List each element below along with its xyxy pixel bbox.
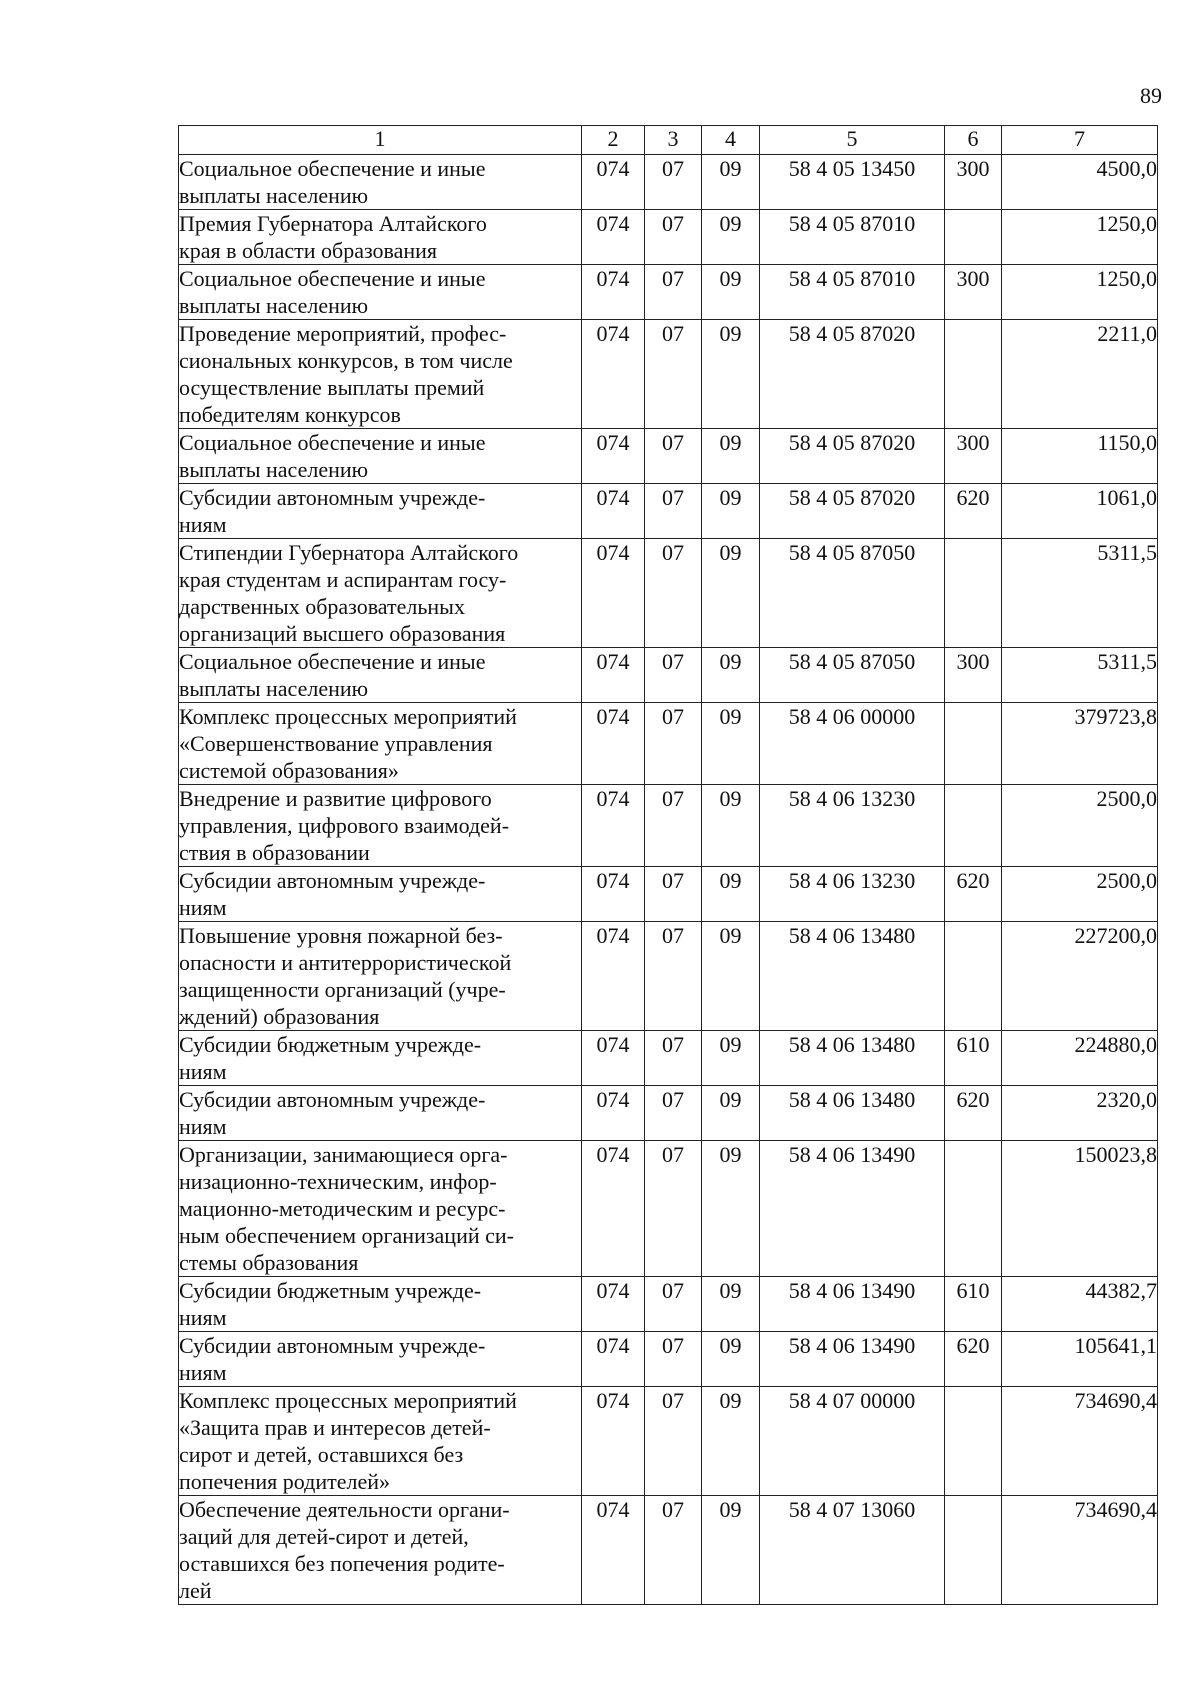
row-amount-cell: 379723,8: [1002, 703, 1158, 785]
row-expense-type-cell: [945, 703, 1002, 785]
row-target-article-cell: 58 4 06 13480: [760, 1031, 945, 1086]
table-row: [179, 1277, 1158, 1332]
row-target-article-cell: 58 4 05 87050: [760, 539, 945, 648]
row-ministry-code-cell: 074: [582, 484, 645, 539]
row-expense-type-cell: 610: [945, 1277, 1002, 1332]
row-ministry-code-cell: 074: [582, 210, 645, 265]
row-section-code-cell: 07: [645, 785, 702, 867]
column-header-3: 3: [645, 126, 702, 155]
row-name-cell: Субсидии бюджетным учрежде- ниям: [179, 1277, 582, 1332]
row-expense-type-cell: [945, 922, 1002, 1031]
column-header-7: 7: [1002, 126, 1158, 155]
row-name-cell: Внедрение и развитие цифрового управления, цифрового взаимодей- ствия в образовании: [179, 785, 582, 867]
row-name-cell: Комплекс процессных мероприятий «Совершенствование управления системой образования»: [179, 703, 582, 785]
row-target-article-cell: 58 4 06 13490: [760, 1277, 945, 1332]
row-amount-cell: 44382,7: [1002, 1277, 1158, 1332]
column-header-4: 4: [702, 126, 760, 155]
row-target-article-cell: 58 4 06 13490: [760, 1332, 945, 1387]
row-ministry-code-cell: 074: [582, 785, 645, 867]
row-target-article-cell: 58 4 05 13450: [760, 155, 945, 210]
row-subsection-code-cell: 09: [702, 484, 760, 539]
row-amount-cell: 224880,0: [1002, 1031, 1158, 1086]
row-amount-cell: 2320,0: [1002, 1086, 1158, 1141]
row-section-code-cell: 07: [645, 1332, 702, 1387]
row-ministry-code-cell: 074: [582, 1332, 645, 1387]
row-ministry-code-cell: 074: [582, 1387, 645, 1496]
row-amount-cell: 2500,0: [1002, 785, 1158, 867]
row-target-article-cell: 58 4 05 87020: [760, 429, 945, 484]
row-name-cell: Субсидии автономным учрежде- ниям: [179, 484, 582, 539]
row-subsection-code-cell: 09: [702, 703, 760, 785]
row-section-code-cell: 07: [645, 210, 702, 265]
row-name-cell: Стипендии Губернатора Алтайского края студентам и аспирантам госу- дарственных образовательных организаций высшего образования: [179, 539, 582, 648]
row-section-code-cell: 07: [645, 1031, 702, 1086]
row-subsection-code-cell: 09: [702, 1086, 760, 1141]
row-amount-cell: 105641,1: [1002, 1332, 1158, 1387]
row-name-cell: Премия Губернатора Алтайского края в области образования: [179, 210, 582, 265]
row-expense-type-cell: [945, 320, 1002, 429]
table-row: [179, 1496, 1158, 1605]
column-header-2: 2: [582, 126, 645, 155]
row-amount-cell: 5311,5: [1002, 648, 1158, 703]
row-ministry-code-cell: 074: [582, 265, 645, 320]
table-row: [179, 922, 1158, 1031]
row-section-code-cell: 07: [645, 155, 702, 210]
table-row: [179, 320, 1158, 429]
row-target-article-cell: 58 4 07 00000: [760, 1387, 945, 1496]
row-ministry-code-cell: 074: [582, 1141, 645, 1277]
row-target-article-cell: 58 4 06 13480: [760, 922, 945, 1031]
row-amount-cell: 1250,0: [1002, 210, 1158, 265]
row-subsection-code-cell: 09: [702, 1387, 760, 1496]
table-row: [179, 484, 1158, 539]
row-amount-cell: 1061,0: [1002, 484, 1158, 539]
row-ministry-code-cell: 074: [582, 429, 645, 484]
row-expense-type-cell: [945, 1496, 1002, 1605]
row-ministry-code-cell: 074: [582, 320, 645, 429]
row-subsection-code-cell: 09: [702, 1277, 760, 1332]
row-target-article-cell: 58 4 05 87020: [760, 484, 945, 539]
row-amount-cell: 150023,8: [1002, 1141, 1158, 1277]
column-header-5: 5: [760, 126, 945, 155]
row-amount-cell: 4500,0: [1002, 155, 1158, 210]
table-body: [179, 155, 1158, 1605]
row-subsection-code-cell: 09: [702, 1141, 760, 1277]
row-subsection-code-cell: 09: [702, 1496, 760, 1605]
row-expense-type-cell: 300: [945, 648, 1002, 703]
row-section-code-cell: 07: [645, 703, 702, 785]
row-expense-type-cell: 300: [945, 265, 1002, 320]
row-amount-cell: 227200,0: [1002, 922, 1158, 1031]
row-subsection-code-cell: 09: [702, 648, 760, 703]
table-row: [179, 429, 1158, 484]
row-subsection-code-cell: 09: [702, 539, 760, 648]
row-name-cell: Организации, занимающиеся орга- низационно-техническим, инфор- мационно-методическим и ресурс- ным обеспечением организаций си- стемы образования: [179, 1141, 582, 1277]
row-section-code-cell: 07: [645, 648, 702, 703]
row-target-article-cell: 58 4 06 00000: [760, 703, 945, 785]
budget-table: [178, 125, 1158, 1605]
row-name-cell: Повышение уровня пожарной без- опасности и антитеррористической защищенности организаций (учре- ждений) образования: [179, 922, 582, 1031]
row-section-code-cell: 07: [645, 484, 702, 539]
row-section-code-cell: 07: [645, 539, 702, 648]
table-row: [179, 648, 1158, 703]
table-row: [179, 155, 1158, 210]
row-ministry-code-cell: 074: [582, 648, 645, 703]
row-expense-type-cell: 300: [945, 155, 1002, 210]
row-subsection-code-cell: 09: [702, 155, 760, 210]
row-subsection-code-cell: 09: [702, 1031, 760, 1086]
table-row: [179, 1141, 1158, 1277]
table-row: [179, 265, 1158, 320]
row-section-code-cell: 07: [645, 320, 702, 429]
table-row: [179, 703, 1158, 785]
row-section-code-cell: 07: [645, 265, 702, 320]
row-subsection-code-cell: 09: [702, 320, 760, 429]
row-amount-cell: 1250,0: [1002, 265, 1158, 320]
row-name-cell: Комплекс процессных мероприятий «Защита прав и интересов детей- сирот и детей, оставшихся без попечения родителей»: [179, 1387, 582, 1496]
row-section-code-cell: 07: [645, 1387, 702, 1496]
row-target-article-cell: 58 4 06 13490: [760, 1141, 945, 1277]
row-subsection-code-cell: 09: [702, 785, 760, 867]
table-row: [179, 1086, 1158, 1141]
table-row: [179, 867, 1158, 922]
row-section-code-cell: 07: [645, 1277, 702, 1332]
row-target-article-cell: 58 4 05 87010: [760, 210, 945, 265]
row-target-article-cell: 58 4 05 87020: [760, 320, 945, 429]
row-target-article-cell: 58 4 07 13060: [760, 1496, 945, 1605]
row-target-article-cell: 58 4 06 13230: [760, 867, 945, 922]
row-subsection-code-cell: 09: [702, 265, 760, 320]
table-row: [179, 1031, 1158, 1086]
table-header-row: [179, 126, 1158, 155]
row-name-cell: Обеспечение деятельности органи- заций для детей-сирот и детей, оставшихся без попечения родите- лей: [179, 1496, 582, 1605]
column-header-1: 1: [179, 126, 582, 155]
row-ministry-code-cell: 074: [582, 867, 645, 922]
row-name-cell: Социальное обеспечение и иные выплаты населению: [179, 155, 582, 210]
row-amount-cell: 5311,5: [1002, 539, 1158, 648]
row-ministry-code-cell: 074: [582, 1496, 645, 1605]
row-name-cell: Социальное обеспечение и иные выплаты населению: [179, 265, 582, 320]
row-section-code-cell: 07: [645, 1141, 702, 1277]
table-row: [179, 1387, 1158, 1496]
row-expense-type-cell: [945, 210, 1002, 265]
row-expense-type-cell: 300: [945, 429, 1002, 484]
table-row: [179, 539, 1158, 648]
table-row: [179, 1332, 1158, 1387]
row-subsection-code-cell: 09: [702, 922, 760, 1031]
row-section-code-cell: 07: [645, 867, 702, 922]
row-expense-type-cell: 620: [945, 867, 1002, 922]
row-amount-cell: 734690,4: [1002, 1496, 1158, 1605]
table-row: [179, 210, 1158, 265]
row-amount-cell: 1150,0: [1002, 429, 1158, 484]
row-section-code-cell: 07: [645, 1086, 702, 1141]
row-expense-type-cell: 620: [945, 1086, 1002, 1141]
row-expense-type-cell: [945, 1141, 1002, 1277]
row-name-cell: Социальное обеспечение и иные выплаты населению: [179, 429, 582, 484]
row-ministry-code-cell: 074: [582, 703, 645, 785]
row-target-article-cell: 58 4 05 87010: [760, 265, 945, 320]
row-subsection-code-cell: 09: [702, 867, 760, 922]
row-section-code-cell: 07: [645, 429, 702, 484]
row-target-article-cell: 58 4 06 13480: [760, 1086, 945, 1141]
row-expense-type-cell: [945, 539, 1002, 648]
row-expense-type-cell: 620: [945, 484, 1002, 539]
row-ministry-code-cell: 074: [582, 539, 645, 648]
row-section-code-cell: 07: [645, 1496, 702, 1605]
row-expense-type-cell: 610: [945, 1031, 1002, 1086]
row-amount-cell: 734690,4: [1002, 1387, 1158, 1496]
row-subsection-code-cell: 09: [702, 210, 760, 265]
row-amount-cell: 2211,0: [1002, 320, 1158, 429]
table-row: [179, 785, 1158, 867]
row-target-article-cell: 58 4 05 87050: [760, 648, 945, 703]
row-expense-type-cell: 620: [945, 1332, 1002, 1387]
row-expense-type-cell: [945, 785, 1002, 867]
column-header-6: 6: [945, 126, 1002, 155]
row-name-cell: Субсидии автономным учрежде- ниям: [179, 867, 582, 922]
row-name-cell: Субсидии автономным учрежде- ниям: [179, 1086, 582, 1141]
row-subsection-code-cell: 09: [702, 1332, 760, 1387]
row-expense-type-cell: [945, 1387, 1002, 1496]
row-ministry-code-cell: 074: [582, 1277, 645, 1332]
row-target-article-cell: 58 4 06 13230: [760, 785, 945, 867]
row-name-cell: Проведение мероприятий, профес- сиональных конкурсов, в том числе осуществление выплаты премий победителям конкурсов: [179, 320, 582, 429]
row-name-cell: Субсидии автономным учрежде- ниям: [179, 1332, 582, 1387]
row-name-cell: Социальное обеспечение и иные выплаты населению: [179, 648, 582, 703]
row-amount-cell: 2500,0: [1002, 867, 1158, 922]
row-section-code-cell: 07: [645, 922, 702, 1031]
row-ministry-code-cell: 074: [582, 155, 645, 210]
row-subsection-code-cell: 09: [702, 429, 760, 484]
row-ministry-code-cell: 074: [582, 922, 645, 1031]
row-ministry-code-cell: 074: [582, 1086, 645, 1141]
page-number: 89: [1140, 83, 1162, 108]
row-name-cell: Субсидии бюджетным учрежде- ниям: [179, 1031, 582, 1086]
row-ministry-code-cell: 074: [582, 1031, 645, 1086]
